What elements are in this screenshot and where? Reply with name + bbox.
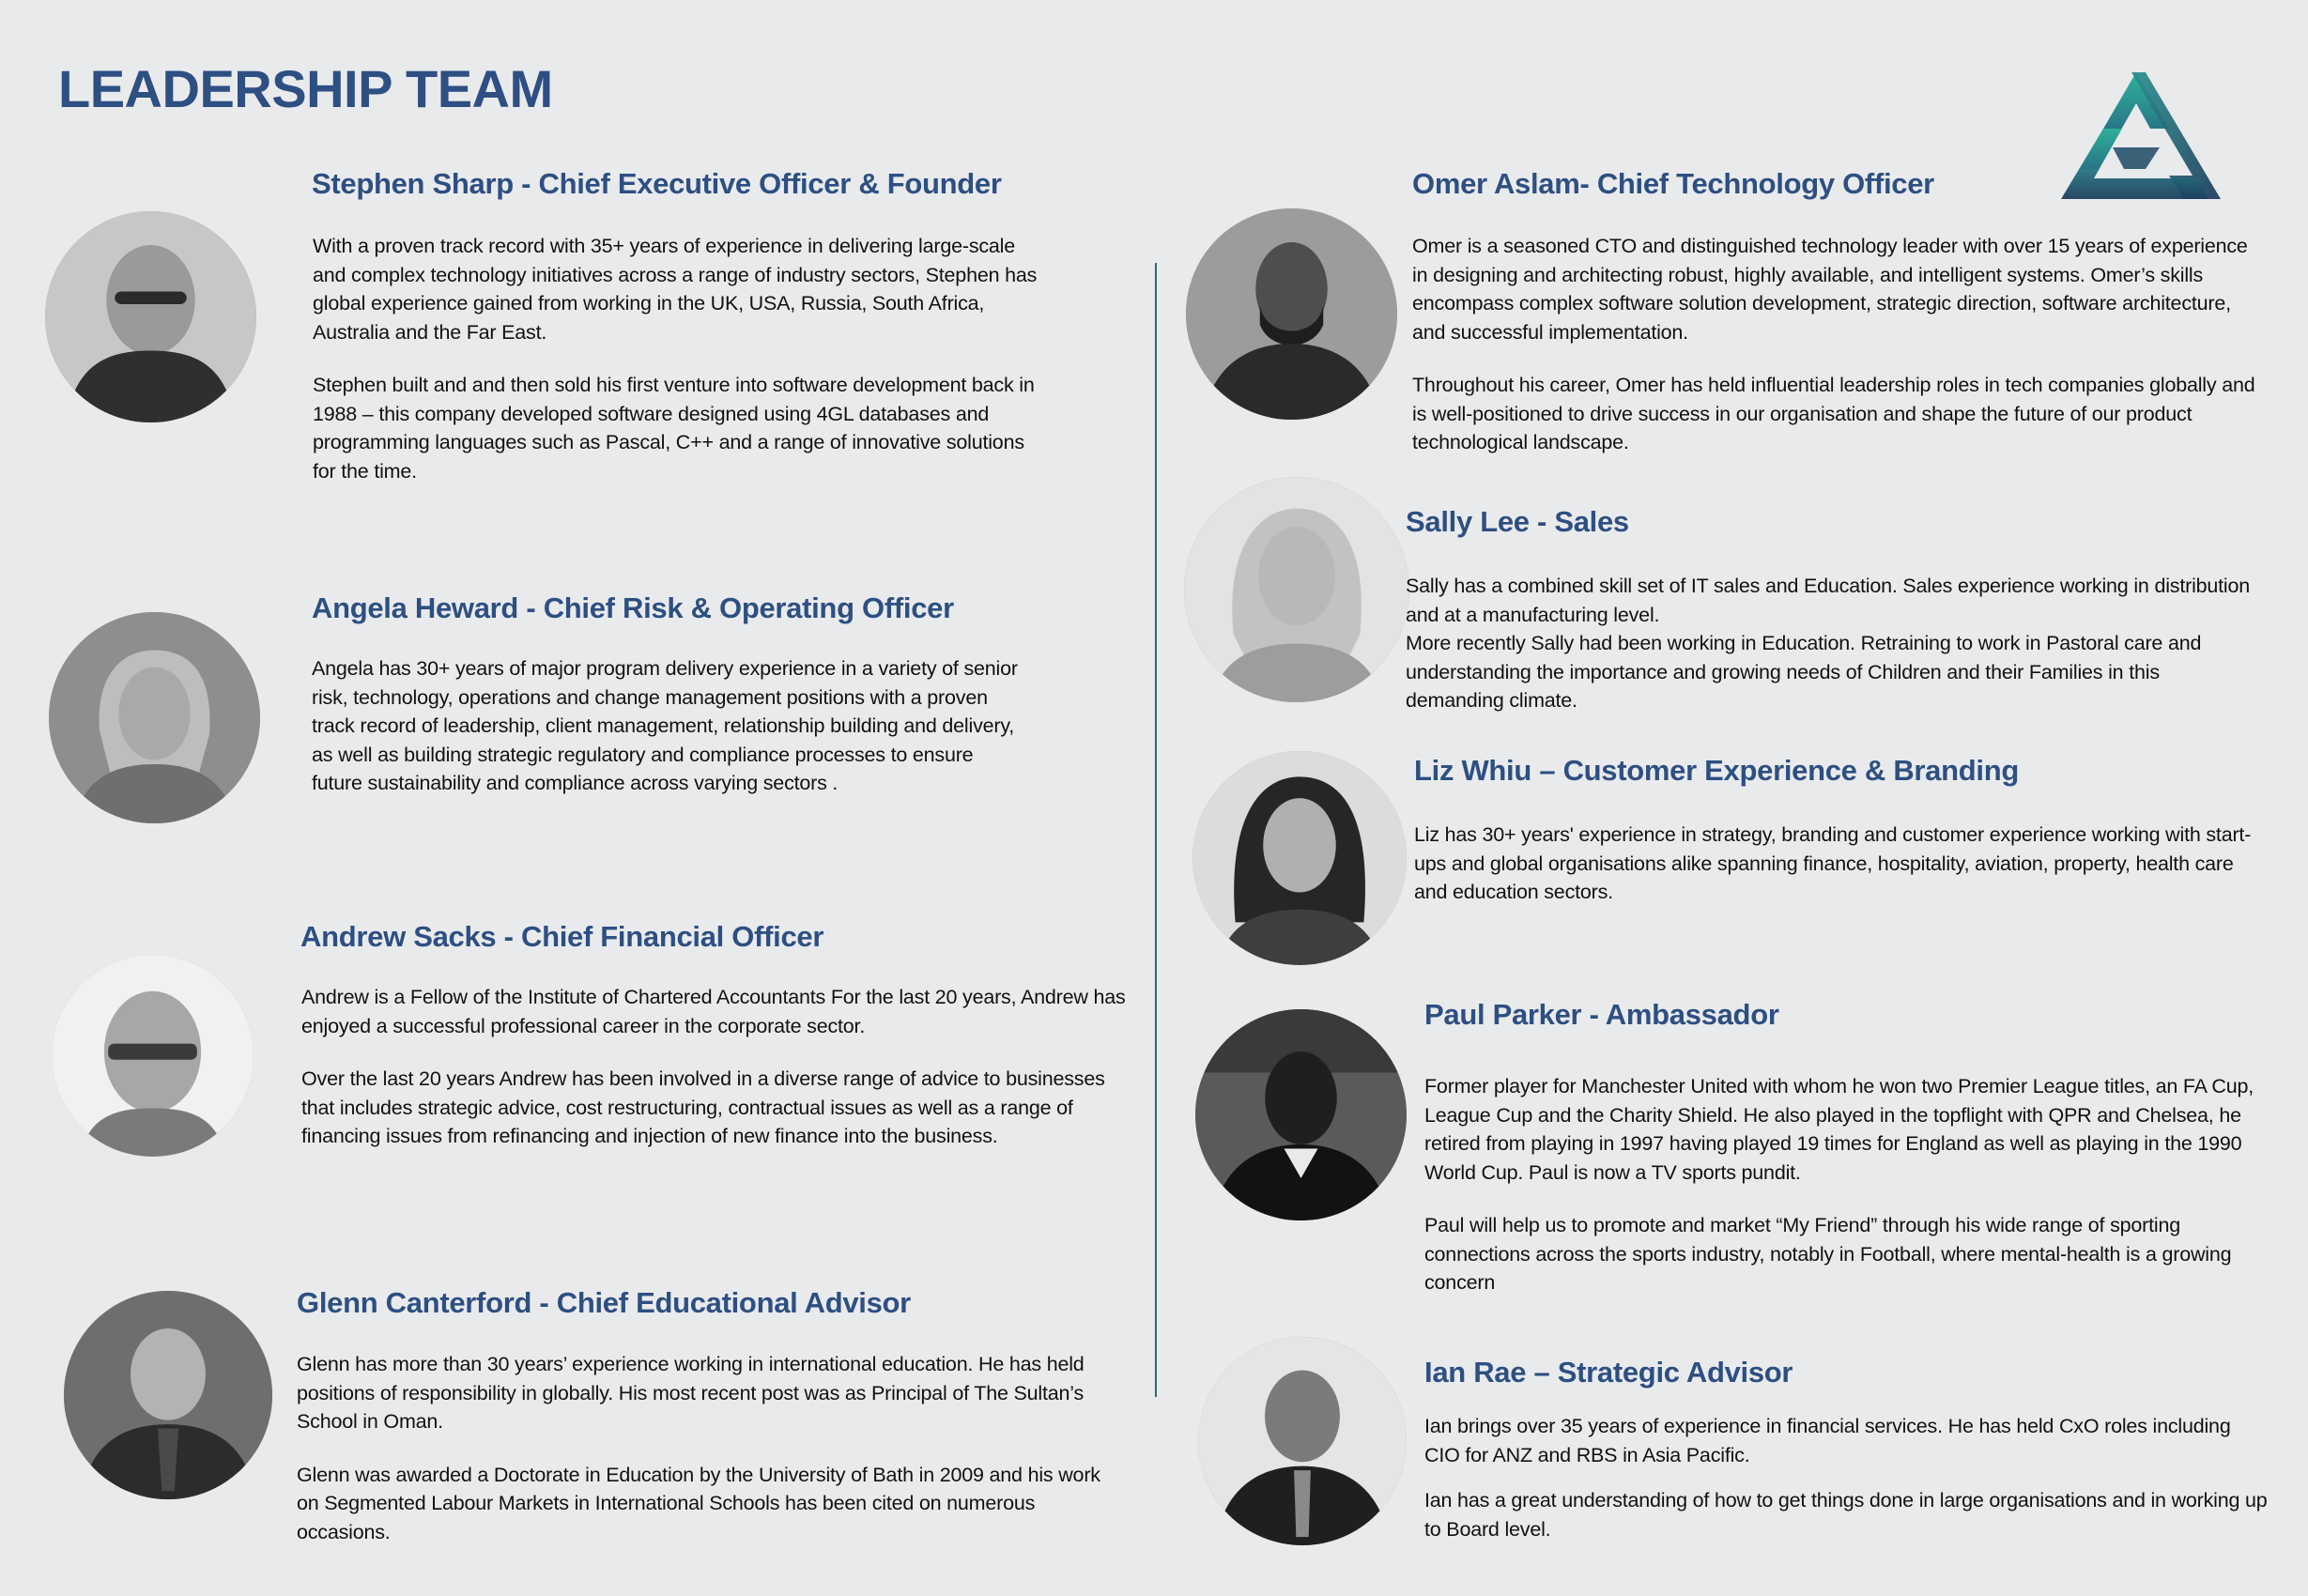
bio-paragraph: With a proven track record with 35+ years of experience in delivering large-scale and complex technology initiatives across a range of industry sectors, Stephen has global experience gained from working in the UK, USA, Russia, South Africa, Australia and the Far East.: [313, 235, 1038, 344]
avatar: [45, 211, 256, 422]
company-logo: [2056, 68, 2225, 213]
bio-paragraph: Sally has a combined skill set of IT sales and Education. Sales experience working in distribution and at a manufacturing level.: [1406, 575, 2251, 626]
person-bio: [1412, 232, 2257, 457]
person-name: Liz Whiu – Customer Experience & Branding: [1414, 754, 2019, 787]
person-photo-icon: [1192, 751, 1407, 965]
person-bio: [312, 654, 1025, 798]
person-photo-icon: [49, 612, 260, 823]
person-photo-icon: [52, 955, 254, 1157]
person-photo-icon: [1186, 208, 1397, 420]
person-name: Stephen Sharp - Chief Executive Officer & Founder: [312, 167, 1002, 200]
person-name: Omer Aslam- Chief Technology Officer: [1412, 167, 1934, 200]
bio-paragraph: Glenn has more than 30 years’ experience working in international education. He has held positions of responsibility in globally. His most recent post was as Principal of The Sultan’s School in Oman.: [297, 1353, 1085, 1433]
avatar: [64, 1291, 272, 1499]
person-bio: [1406, 572, 2260, 715]
triangle-knot-logo-icon: [2056, 68, 2225, 213]
bio-paragraph: Glenn was awarded a Doctorate in Education by the University of Bath in 2009 and his work on Segmented Labour Markets in International Schools has been cited on numerous occasions.: [297, 1463, 1100, 1543]
person-bio: [1424, 1072, 2270, 1297]
avatar: [52, 955, 254, 1157]
bio-paragraph: More recently Sally had been working in Education. Retraining to work in Pastoral care and understanding the importance and growing needs of Children and their Families in this demanding climate.: [1406, 632, 2202, 712]
avatar: [49, 612, 260, 823]
person-name: Sally Lee - Sales: [1406, 505, 1629, 538]
person-photo-icon: [45, 211, 256, 422]
person-bio: [297, 1350, 1104, 1546]
bio-paragraph: Angela has 30+ years of major program delivery experience in a variety of senior risk, technology, operations and change management positions with a proven track record of leadership, client management, relationship building and delivery, as well as building strategic regulatory and compliance processes to ensure future sustainability and compliance across varying sectors .: [312, 657, 1018, 794]
person-photo-icon: [1195, 1009, 1407, 1220]
person-bio: [1424, 1412, 2270, 1543]
bio-paragraph: Paul will help us to promote and market “My Friend” through his wide range of sporting connections across the sports industry, notably in Football, where mental-health is a growing concern: [1424, 1214, 2232, 1294]
bio-paragraph: Over the last 20 years Andrew has been involved in a diverse range of advice to businesses that includes strategic advice, cost restructuring, contractual issues as well as a range of financing issues from refinancing and injection of new finance into the business.: [301, 1067, 1105, 1147]
person-name: Paul Parker - Ambassador: [1424, 998, 1779, 1031]
avatar: [1192, 751, 1407, 965]
avatar: [1184, 477, 1409, 702]
column-divider: [1155, 263, 1157, 1397]
person-bio: [1414, 821, 2259, 907]
bio-paragraph: Stephen built and and then sold his first venture into software development back in 1988 – this company developed software designed using 4GL databases and programming languages such as Pascal, C++ and a range of innovative solutions for the time.: [313, 374, 1035, 483]
person-name: Ian Rae – Strategic Advisor: [1424, 1356, 1793, 1389]
page-title: LEADERSHIP TEAM: [58, 59, 553, 118]
bio-paragraph: Liz has 30+ years' experience in strategy, branding and customer experience working with start-ups and global organisations alike spanning finance, hospitality, aviation, property, health care and education sectors.: [1414, 823, 2252, 903]
person-photo-icon: [1198, 1337, 1407, 1545]
person-photo-icon: [64, 1291, 272, 1499]
person-name: Angela Heward - Chief Risk & Operating Officer: [312, 591, 954, 624]
person-bio: [301, 983, 1128, 1151]
person-bio: [313, 232, 1045, 485]
person-name: Andrew Sacks - Chief Financial Officer: [300, 920, 824, 953]
bio-paragraph: Ian brings over 35 years of experience in financial services. He has held CxO roles including CIO for ANZ and RBS in Asia Pacific.: [1424, 1415, 2231, 1466]
avatar: [1186, 208, 1397, 420]
bio-paragraph: Andrew is a Fellow of the Institute of Chartered Accountants For the last 20 years, Andrew has enjoyed a successful professional career in the corporate sector.: [301, 986, 1126, 1037]
person-photo-icon: [1184, 477, 1409, 702]
bio-paragraph: Omer is a seasoned CTO and distinguished technology leader with over 15 years of experience in designing and architecting robust, highly available, and intelligent systems. Omer’s skills encompass complex software solution development, strategic direction, software architecture, and successful implementation.: [1412, 235, 2248, 344]
avatar: [1198, 1337, 1407, 1545]
bio-paragraph: Throughout his career, Omer has held influential leadership roles in tech companies globally and is well-positioned to drive success in our organisation and shape the future of our product technological landscape.: [1412, 374, 2255, 453]
bio-paragraph: Ian has a great understanding of how to get things done in large organisations and in working up to Board level.: [1424, 1489, 2268, 1541]
person-name: Glenn Canterford - Chief Educational Advisor: [297, 1286, 911, 1319]
bio-paragraph: Former player for Manchester United with whom he won two Premier League titles, an FA Cup, League Cup and the Charity Shield. He also played in the topflight with QPR and Chelsea, he retired from playing in 1997 having played 19 times for England as well as playing in the 1990 World Cup. Paul is now a TV sports pundit.: [1424, 1075, 2254, 1184]
avatar: [1195, 1009, 1407, 1220]
